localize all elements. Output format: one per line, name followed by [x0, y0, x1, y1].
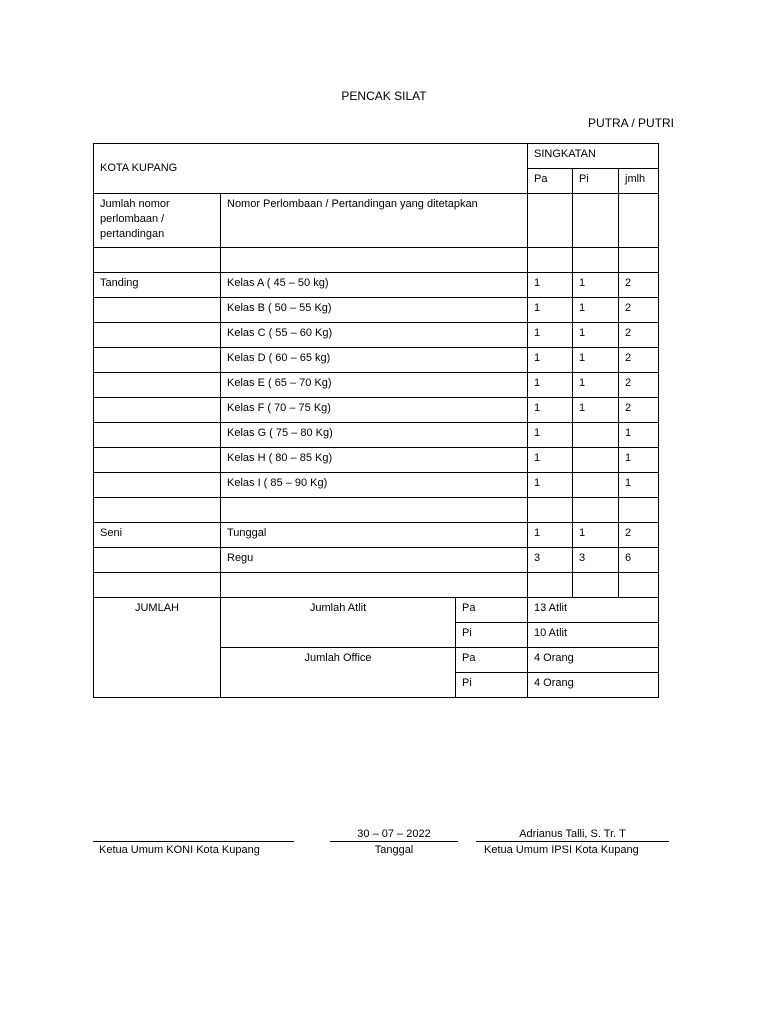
tanding-event-name: Kelas G ( 75 – 80 Kg) — [221, 423, 528, 448]
atlit-pa-label: Pa — [456, 598, 528, 623]
ipsi-name: Adrianus Talli, S. Tr. T — [519, 828, 626, 840]
tanding-pa-value: 1 — [528, 448, 573, 473]
tanding-jmlh-value: 2 — [619, 273, 659, 298]
jumlah-atlit-label: Jumlah Atlit — [221, 598, 456, 648]
tanding-event-name: Kelas A ( 45 – 50 kg) — [221, 273, 528, 298]
seni-pi-value: 3 — [573, 548, 619, 573]
atlit-pi-label: Pi — [456, 623, 528, 648]
tanding-jmlh-value: 2 — [619, 398, 659, 423]
tanding-category-cell: Tanding — [94, 273, 221, 298]
table-row — [94, 323, 659, 348]
tanding-event-name: Kelas B ( 50 – 55 Kg) — [221, 298, 528, 323]
signature-date-value: 30 – 07 – 2022 — [357, 828, 431, 840]
signature-koni — [93, 827, 294, 858]
tanding-pa-value: 1 — [528, 348, 573, 373]
tanding-pi-value — [573, 473, 619, 498]
koni-title: Ketua Umum KONI Kota Kupang — [93, 841, 294, 858]
region-cell: KOTA KUPANG — [94, 144, 528, 194]
tanding-pi-value: 1 — [573, 398, 619, 423]
seni-event-name: Tunggal — [221, 523, 528, 548]
tanding-pi-value: 1 — [573, 323, 619, 348]
tanding-category-cell — [94, 348, 221, 373]
tanding-jmlh-value: 2 — [619, 348, 659, 373]
tanding-event-name: Kelas D ( 60 – 65 kg) — [221, 348, 528, 373]
table-row — [94, 448, 659, 473]
table-row — [94, 273, 659, 298]
tanding-jmlh-value: 2 — [619, 298, 659, 323]
tanding-event-name: Kelas C ( 55 – 60 Kg) — [221, 323, 528, 348]
tanding-category-cell — [94, 373, 221, 398]
tanding-jmlh-value: 1 — [619, 448, 659, 473]
signature-date — [330, 827, 458, 858]
tanding-section — [94, 273, 659, 498]
tanding-jmlh-value: 2 — [619, 323, 659, 348]
table-row — [94, 473, 659, 498]
office-pi-label: Pi — [456, 673, 528, 698]
table-row — [94, 398, 659, 423]
col-pa-header: Pa — [528, 169, 573, 194]
seni-jmlh-value: 6 — [619, 548, 659, 573]
document-subtitle: PUTRA / PUTRI — [587, 116, 674, 130]
seni-pa-value: 1 — [528, 523, 573, 548]
singkatan-header: SINGKATAN — [528, 144, 659, 169]
tanding-event-name: Kelas H ( 80 – 85 Kg) — [221, 448, 528, 473]
koni-name — [93, 827, 294, 841]
tanding-pa-value: 1 — [528, 323, 573, 348]
tanding-category-cell — [94, 448, 221, 473]
atlit-pi-value: 10 Atlit — [528, 623, 659, 648]
tanding-category-cell — [94, 423, 221, 448]
ipsi-title: Ketua Umum IPSI Kota Kupang — [476, 841, 669, 858]
seni-category-cell — [94, 548, 221, 573]
seni-event-name: Regu — [221, 548, 528, 573]
seni-section — [94, 523, 659, 573]
seni-category-cell: Seni — [94, 523, 221, 548]
tanding-pa-value: 1 — [528, 473, 573, 498]
tanding-category-cell — [94, 298, 221, 323]
tanding-pa-value: 1 — [528, 273, 573, 298]
table-row — [94, 523, 659, 548]
head-mid: Nomor Perlombaan / Pertandingan yang ditetapkan — [221, 194, 528, 248]
tanding-pi-value — [573, 448, 619, 473]
office-pa-value: 4 Orang — [528, 648, 659, 673]
seni-jmlh-value: 2 — [619, 523, 659, 548]
tanding-pi-value: 1 — [573, 373, 619, 398]
tanding-category-cell — [94, 323, 221, 348]
tanding-pi-value: 1 — [573, 348, 619, 373]
tanding-pa-value: 1 — [528, 373, 573, 398]
col-jmlh-header: jmlh — [619, 169, 659, 194]
tanding-event-name: Kelas E ( 65 – 70 Kg) — [221, 373, 528, 398]
document-title: PENCAK SILAT — [341, 89, 427, 103]
tanding-jmlh-value: 2 — [619, 373, 659, 398]
signature-ipsi — [476, 827, 669, 858]
tanding-category-cell — [94, 473, 221, 498]
table-row — [94, 298, 659, 323]
jumlah-label: JUMLAH — [94, 598, 221, 698]
tanding-pa-value: 1 — [528, 423, 573, 448]
jumlah-office-label: Jumlah Office — [221, 648, 456, 698]
tanding-event-name: Kelas F ( 70 – 75 Kg) — [221, 398, 528, 423]
seni-pi-value: 1 — [573, 523, 619, 548]
tanding-pi-value: 1 — [573, 273, 619, 298]
office-pi-value: 4 Orang — [528, 673, 659, 698]
table-row — [94, 348, 659, 373]
office-pa-label: Pa — [456, 648, 528, 673]
tanding-event-name: Kelas I ( 85 – 90 Kg) — [221, 473, 528, 498]
atlit-pa-value: 13 Atlit — [528, 598, 659, 623]
tanding-pi-value — [573, 423, 619, 448]
seni-pa-value: 3 — [528, 548, 573, 573]
tanding-jmlh-value: 1 — [619, 423, 659, 448]
tanding-pi-value: 1 — [573, 298, 619, 323]
table-row — [94, 548, 659, 573]
table-row — [94, 373, 659, 398]
table-row — [94, 423, 659, 448]
signature-date-label: Tanggal — [330, 841, 458, 858]
tanding-pa-value: 1 — [528, 298, 573, 323]
tanding-category-cell — [94, 398, 221, 423]
col-pi-header: Pi — [573, 169, 619, 194]
tanding-jmlh-value: 1 — [619, 473, 659, 498]
head-left: Jumlah nomor perlombaan / pertandingan — [94, 194, 221, 248]
tanding-pa-value: 1 — [528, 398, 573, 423]
results-table — [93, 143, 659, 698]
